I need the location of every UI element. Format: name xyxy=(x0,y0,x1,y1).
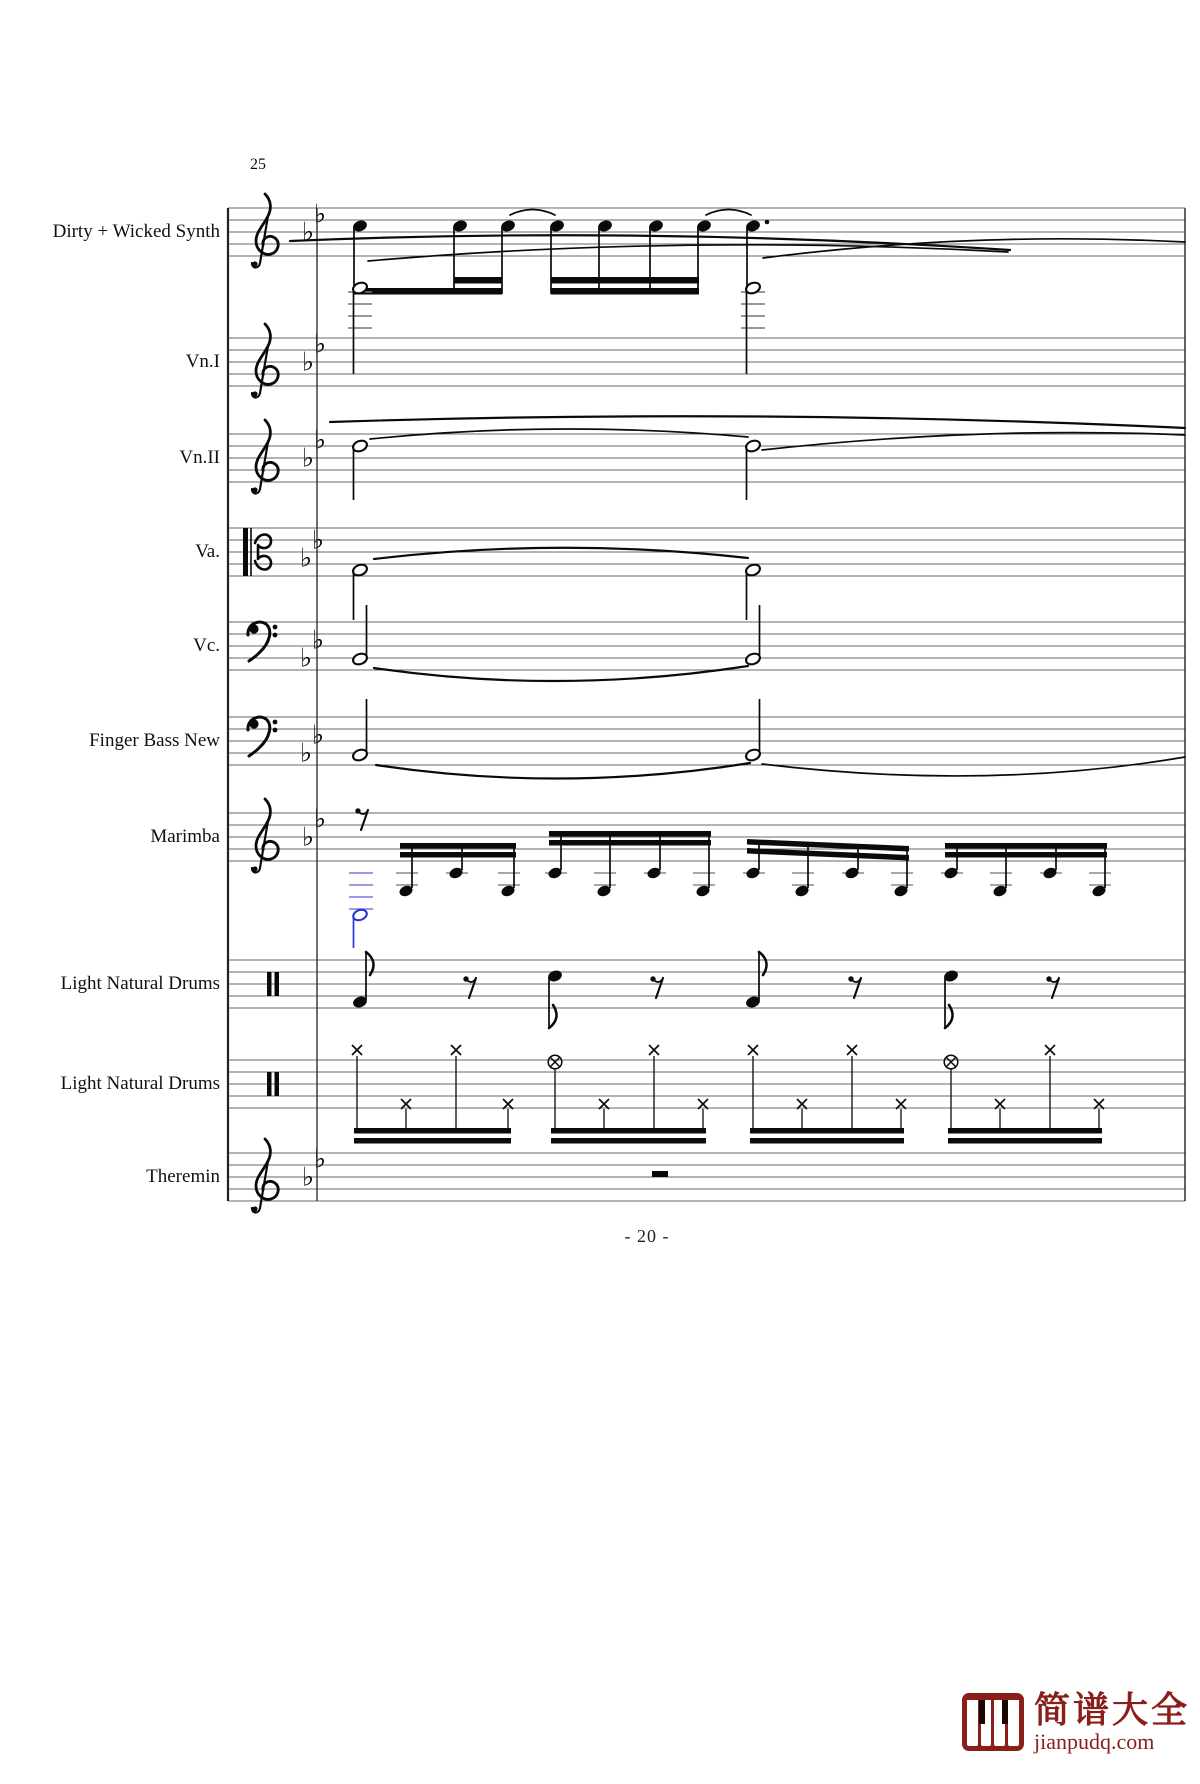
synth-notes xyxy=(352,210,769,295)
svg-text:♭: ♭ xyxy=(313,804,327,835)
fbn-notes xyxy=(351,699,1185,779)
staff-vn1 xyxy=(228,324,1185,398)
staff-synth xyxy=(228,194,1185,268)
svg-text:♭: ♭ xyxy=(301,1162,315,1193)
piano-black-key xyxy=(979,1700,985,1724)
svg-text:♭: ♭ xyxy=(311,720,325,751)
watermark-site-name: 简谱大全 xyxy=(1033,1690,1190,1730)
instrument-label-drums1: Light Natural Drums xyxy=(60,973,220,994)
instrument-label-vn1: Vn.I xyxy=(185,351,220,372)
piano-black-key xyxy=(1002,1700,1008,1724)
svg-text:♭: ♭ xyxy=(299,643,313,674)
svg-text:♭: ♭ xyxy=(313,1144,327,1175)
measure-number: 25 xyxy=(250,156,266,173)
piano-keys-icon xyxy=(962,1693,1024,1751)
svg-text:♭: ♭ xyxy=(301,822,315,853)
staff-va xyxy=(228,526,1185,577)
svg-text:♭: ♭ xyxy=(301,217,315,248)
svg-text:♭: ♭ xyxy=(313,199,327,230)
staff-fbn xyxy=(228,717,1185,769)
instrument-label-marimba: Marimba xyxy=(150,826,220,847)
staff-drums1 xyxy=(228,960,1185,1008)
svg-text:♭: ♭ xyxy=(301,347,315,378)
svg-text:♭: ♭ xyxy=(313,329,327,360)
watermark xyxy=(962,1692,1190,1753)
piano-key xyxy=(1008,1700,1019,1746)
instrument-label-synth: Dirty + Wicked Synth xyxy=(52,221,220,242)
instrument-label-vn2: Vn.II xyxy=(179,447,220,468)
svg-text:♭: ♭ xyxy=(301,443,315,474)
barlines xyxy=(228,208,1185,1201)
instrument-label-vc: Vc. xyxy=(193,635,220,656)
svg-text:♭: ♭ xyxy=(311,625,325,656)
page-number: - 20 - xyxy=(624,1226,670,1246)
piano-key xyxy=(967,1700,978,1746)
marimba-notes xyxy=(349,808,1111,948)
instrument-label-va: Va. xyxy=(195,541,220,562)
svg-text:♭: ♭ xyxy=(299,543,313,574)
svg-text:♭: ♭ xyxy=(313,425,327,456)
staff-vn2 xyxy=(228,420,1185,494)
instrument-label-theremin: Theremin xyxy=(146,1166,220,1187)
svg-text:♭: ♭ xyxy=(299,738,313,769)
svg-text:♭: ♭ xyxy=(311,525,325,556)
theremin-notes xyxy=(652,1171,668,1177)
va-notes xyxy=(351,548,761,620)
watermark-site-url[interactable]: jianpudq.com xyxy=(1033,1728,1155,1754)
instrument-label-fbn: Finger Bass New xyxy=(89,730,220,751)
staff-vc xyxy=(228,622,1185,674)
watermark-text xyxy=(1034,1692,1190,1753)
staff-theremin xyxy=(228,1139,1185,1213)
instrument-label-drums2: Light Natural Drums xyxy=(60,1073,220,1094)
drums1-notes xyxy=(352,952,1059,1028)
